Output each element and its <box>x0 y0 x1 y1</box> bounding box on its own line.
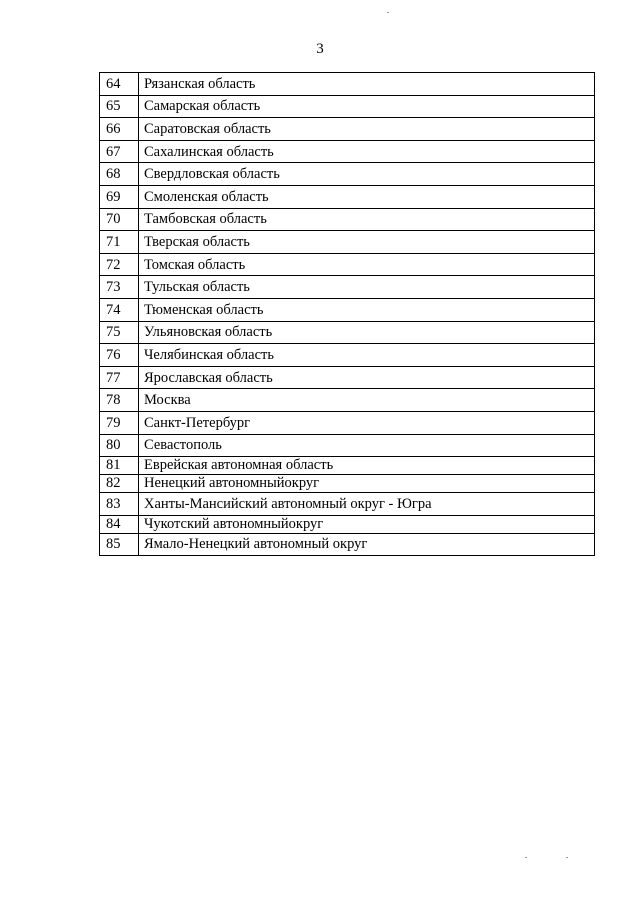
scan-speck <box>525 857 527 858</box>
row-number: 68 <box>100 163 139 186</box>
region-name: Челябинская область <box>139 344 595 367</box>
row-number: 80 <box>100 434 139 457</box>
table-row <box>100 208 595 231</box>
region-name: Еврейская автономная область <box>139 457 595 475</box>
region-name: Саратовская область <box>139 118 595 141</box>
row-number: 69 <box>100 185 139 208</box>
table-row <box>100 298 595 321</box>
region-name: Ямало-Ненецкий автономный округ <box>139 533 595 556</box>
row-number: 76 <box>100 344 139 367</box>
table-row <box>100 185 595 208</box>
page-number: 3 <box>316 41 324 57</box>
row-number: 64 <box>100 73 139 96</box>
table-row <box>100 434 595 457</box>
region-name: Томская область <box>139 253 595 276</box>
row-number: 71 <box>100 231 139 254</box>
row-number: 81 <box>100 457 139 475</box>
regions-table <box>99 72 595 556</box>
table-row <box>100 276 595 299</box>
region-name: Севастополь <box>139 434 595 457</box>
region-name: Ненецкий автономныйокруг <box>139 475 595 493</box>
region-name: Тверская область <box>139 231 595 254</box>
region-name: Смоленская область <box>139 185 595 208</box>
table-row <box>100 366 595 389</box>
region-name: Ульяновская область <box>139 321 595 344</box>
region-name: Ярославская область <box>139 366 595 389</box>
row-number: 84 <box>100 515 139 533</box>
row-number: 74 <box>100 298 139 321</box>
table-row <box>100 253 595 276</box>
row-number: 67 <box>100 140 139 163</box>
row-number: 85 <box>100 533 139 556</box>
scan-speck <box>566 857 568 858</box>
table-row <box>100 321 595 344</box>
table-row <box>100 515 595 533</box>
row-number: 65 <box>100 95 139 118</box>
table-row <box>100 411 595 434</box>
region-name: Свердловская область <box>139 163 595 186</box>
row-number: 70 <box>100 208 139 231</box>
row-number: 66 <box>100 118 139 141</box>
region-name: Чукотский автономныйокруг <box>139 515 595 533</box>
scan-speck <box>387 12 389 13</box>
row-number: 75 <box>100 321 139 344</box>
region-name: Тамбовская область <box>139 208 595 231</box>
table-row <box>100 118 595 141</box>
table-row <box>100 475 595 493</box>
region-name: Москва <box>139 389 595 412</box>
region-name: Тульская область <box>139 276 595 299</box>
table-row <box>100 389 595 412</box>
row-number: 78 <box>100 389 139 412</box>
row-number: 77 <box>100 366 139 389</box>
row-number: 82 <box>100 475 139 493</box>
table-row <box>100 533 595 556</box>
table-row <box>100 344 595 367</box>
table-row <box>100 163 595 186</box>
table-row <box>100 457 595 475</box>
table-row <box>100 231 595 254</box>
row-number: 72 <box>100 253 139 276</box>
region-name: Санкт-Петербург <box>139 411 595 434</box>
row-number: 73 <box>100 276 139 299</box>
row-number: 83 <box>100 493 139 516</box>
table-row <box>100 493 595 516</box>
region-name: Тюменская область <box>139 298 595 321</box>
region-name: Ханты-Мансийский автономный округ - Югра <box>139 493 595 516</box>
region-name: Самарская область <box>139 95 595 118</box>
row-number: 79 <box>100 411 139 434</box>
table-row <box>100 95 595 118</box>
table-row <box>100 140 595 163</box>
region-name: Рязанская область <box>139 73 595 96</box>
region-name: Сахалинская область <box>139 140 595 163</box>
table-row <box>100 73 595 96</box>
